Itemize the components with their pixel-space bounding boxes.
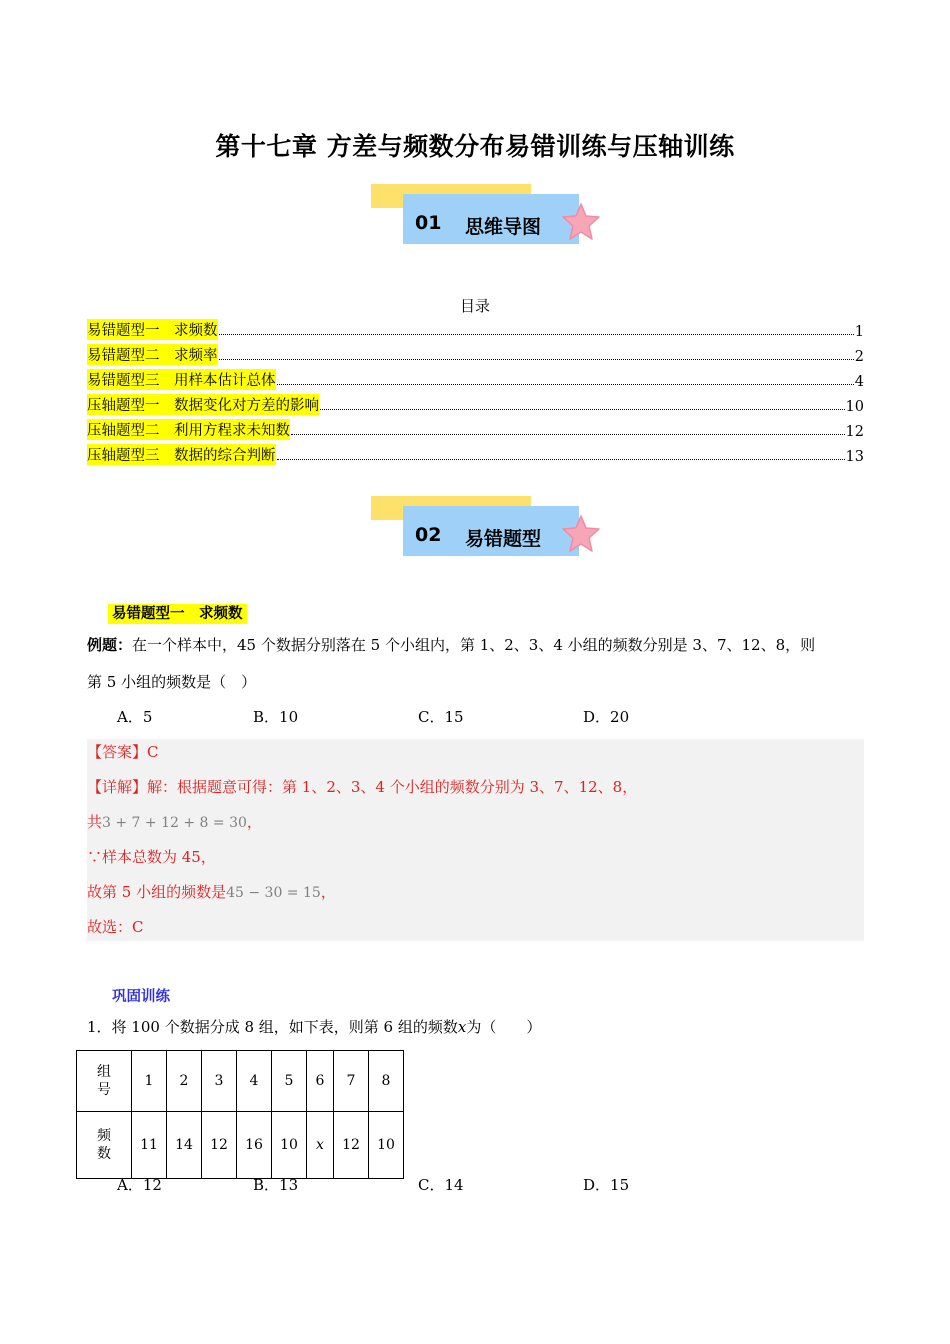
toc-item-label: 压轴题型一 数据变化对方差的影响 — [87, 394, 319, 415]
table-cell: 8 — [369, 1051, 404, 1112]
example-prefix: 例题： — [87, 636, 133, 654]
toc-item[interactable] — [87, 365, 864, 390]
table-cell: 14 — [167, 1112, 202, 1179]
banner-label: 易错题型 — [465, 528, 542, 550]
choice-b[interactable]: B．10 — [253, 708, 299, 726]
choice-d[interactable]: D．20 — [583, 708, 630, 726]
table-of-contents — [87, 315, 864, 465]
section-banner-mindmap — [371, 184, 611, 264]
table-cell: 4 — [237, 1051, 272, 1112]
star-icon — [561, 514, 601, 554]
example-text: 在一个样本中，45 个数据分别落在 5 个小组内，第 1、2、3、4 小组的频数分别是 3、7、12、8，则 — [132, 636, 816, 654]
toc-item[interactable] — [87, 390, 864, 415]
toc-item[interactable] — [87, 440, 864, 465]
banner-number: 01 — [415, 212, 442, 234]
table-row — [77, 1051, 404, 1112]
detail-text: 解：根据题意可得：第 1、2、3、4 个小组的频数分别为 3、7、12、8， — [147, 778, 638, 796]
toc-item-label: 易错题型三 用样本估计总体 — [87, 369, 276, 390]
q1-prefix: 1．将 100 个数据分成 8 组，如下表，则第 6 组的频数 — [87, 1018, 458, 1036]
toc-leader-dots — [277, 384, 854, 385]
row-header-frequency: 频 数 — [77, 1112, 132, 1179]
toc-item-page: 1 — [854, 324, 864, 340]
q1-suffix: 为（ ） — [466, 1018, 542, 1036]
table-cell: 16 — [237, 1112, 272, 1179]
section-banner-error-types — [371, 496, 611, 576]
toc-item-label: 压轴题型二 利用方程求未知数 — [87, 419, 290, 440]
example-question-line2: 第 5 小组的频数是（ ） — [87, 673, 257, 691]
example-question-line1 — [87, 634, 815, 656]
toc-item-label: 压轴题型三 数据的综合判断 — [87, 444, 276, 465]
toc-item[interactable] — [87, 340, 864, 365]
table-cell: 5 — [272, 1051, 307, 1112]
total-line: ∵样本总数为 45， — [87, 848, 216, 866]
table-cell: 6 — [307, 1051, 334, 1112]
result-line — [87, 881, 336, 904]
sum-line — [87, 811, 262, 834]
toc-leader-dots — [219, 359, 854, 360]
answer-box — [87, 739, 864, 941]
toc-item-page: 10 — [845, 399, 864, 415]
toc-item-page: 4 — [854, 374, 864, 390]
table-cell: 7 — [334, 1051, 369, 1112]
toc-item-label: 易错题型二 求频率 — [87, 344, 218, 365]
toc-leader-dots — [291, 434, 845, 435]
sum-suffix: ， — [246, 813, 262, 831]
frequency-table — [76, 1050, 404, 1179]
page-title: 第十七章 方差与频数分布易错训练与压轴训练 — [215, 132, 735, 161]
table-row — [77, 1112, 404, 1179]
toc-item-page: 13 — [845, 449, 864, 465]
table-cell: 1 — [132, 1051, 167, 1112]
table-cell: 10 — [369, 1112, 404, 1179]
toc-item[interactable] — [87, 415, 864, 440]
detail-tag: 【详解】 — [87, 778, 148, 796]
choice-c[interactable]: C．14 — [418, 1176, 464, 1194]
toc-heading: 目录 — [459, 297, 490, 315]
sum-prefix: 共 — [87, 813, 103, 831]
answer-line: 【答案】C — [87, 743, 159, 761]
toc-leader-dots — [320, 409, 845, 410]
result-prefix: 故第 5 小组的频数是 — [87, 883, 227, 901]
practice-question-1 — [87, 1016, 541, 1038]
table-cell: 12 — [202, 1112, 237, 1179]
toc-item[interactable] — [87, 315, 864, 340]
toc-item-label: 易错题型一 求频数 — [87, 319, 218, 340]
choice-b[interactable]: B．13 — [253, 1176, 299, 1194]
toc-item-page: 2 — [854, 349, 864, 365]
table-cell: x — [307, 1112, 334, 1179]
banner-number: 02 — [415, 524, 442, 546]
choice-d[interactable]: D．15 — [583, 1176, 630, 1194]
table-cell: 3 — [202, 1051, 237, 1112]
choice-a[interactable]: A．5 — [117, 708, 153, 726]
row-header-group: 组 号 — [77, 1051, 132, 1112]
table-cell: 2 — [167, 1051, 202, 1112]
choice-c[interactable]: C．15 — [418, 708, 464, 726]
star-icon — [561, 202, 601, 242]
result-suffix: ， — [320, 883, 336, 901]
result-formula: 45 − 30 = 15 — [226, 885, 321, 901]
q1-variable: x — [457, 1018, 467, 1036]
choice-a[interactable]: A．12 — [117, 1176, 162, 1194]
section-label: 易错题型一 求频数 — [108, 604, 247, 624]
toc-item-page: 12 — [845, 424, 864, 440]
toc-leader-dots — [219, 334, 854, 335]
practice-label: 巩固训练 — [112, 989, 170, 1005]
table-cell: 11 — [132, 1112, 167, 1179]
sum-formula: 3 + 7 + 12 + 8 = 30 — [102, 815, 247, 831]
detail-line — [87, 776, 637, 798]
banner-label: 思维导图 — [465, 216, 542, 238]
toc-leader-dots — [277, 459, 845, 460]
table-cell: 10 — [272, 1112, 307, 1179]
table-cell: 12 — [334, 1112, 369, 1179]
conclusion-line: 故选：C — [87, 918, 144, 936]
